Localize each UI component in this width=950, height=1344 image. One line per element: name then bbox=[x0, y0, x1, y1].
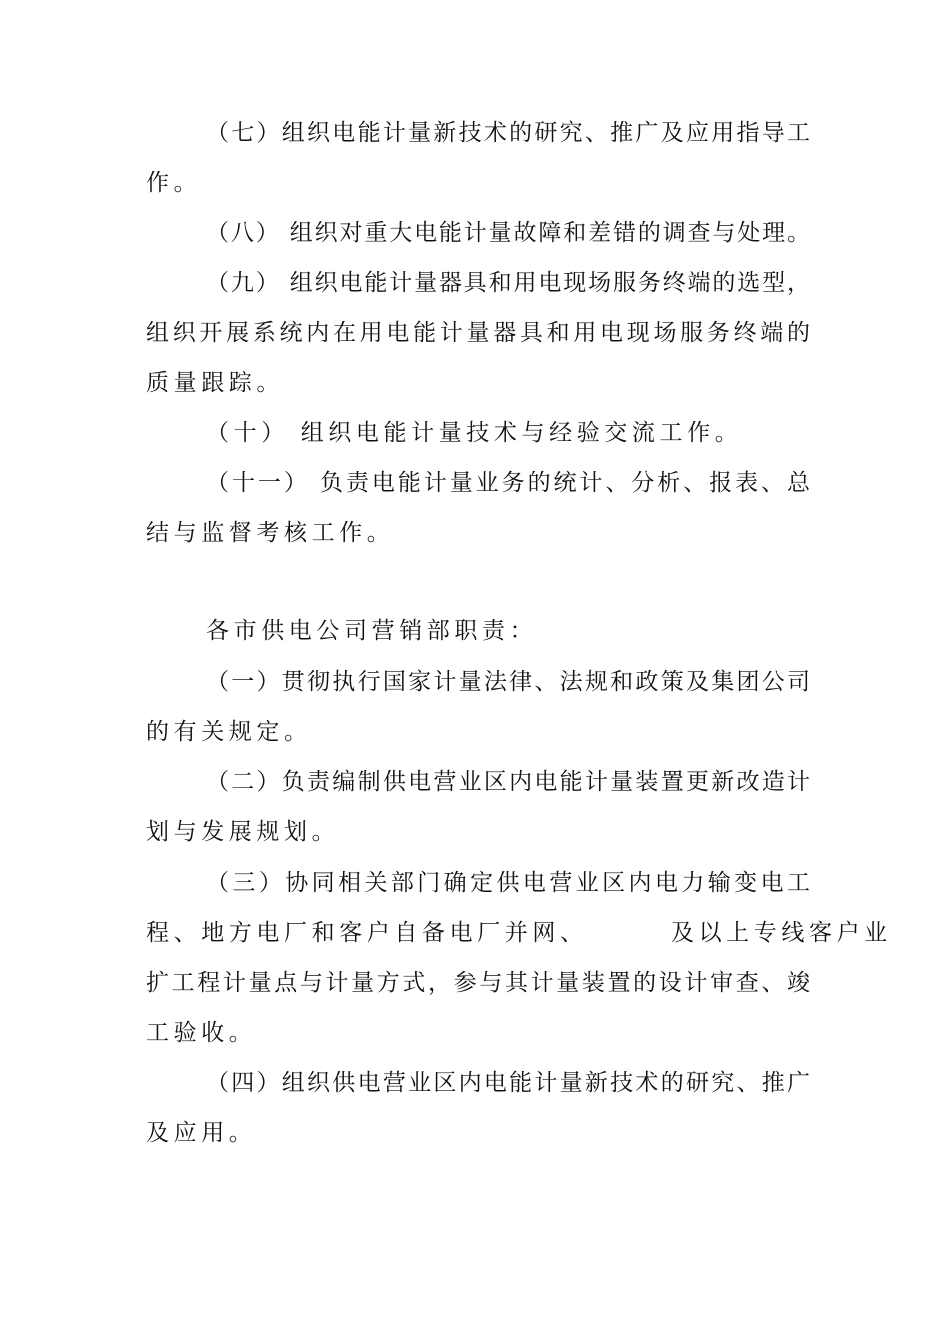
city-item-1-line-2: 的有关规定。 bbox=[146, 719, 312, 745]
city-item-2-line-1: （二）负责编制供电营业区内电能计量装置更新改造计 bbox=[206, 769, 810, 795]
city-item-3-line-4: 工验收。 bbox=[146, 1020, 257, 1046]
city-item-3-line-1: （三）协同相关部门确定供电营业区内电力输变电工 bbox=[206, 870, 810, 896]
item-10-line-1: （十） 组织电能计量技术与经验交流工作。 bbox=[206, 420, 743, 446]
item-9-line-3: 质量跟踪。 bbox=[146, 370, 284, 396]
item-7-line-2: 作。 bbox=[146, 170, 202, 196]
item-9-line-1: （九） 组织电能计量器具和用电现场服务终端的选型， bbox=[206, 270, 810, 296]
item-11-line-1: （十一） 负责电能计量业务的统计、分析、报表、总 bbox=[206, 470, 810, 496]
city-item-4-line-1: （四）组织供电营业区内电能计量新技术的研究、推广 bbox=[206, 1070, 810, 1096]
city-item-2-line-2: 划与发展规划。 bbox=[146, 819, 340, 845]
section-heading: 各市供电公司营销部职责： bbox=[206, 618, 538, 644]
city-item-1-line-1: （一）贯彻执行国家计量法律、法规和政策及集团公司 bbox=[206, 669, 810, 695]
item-8-line-1: （八） 组织对重大电能计量故障和差错的调查与处理。 bbox=[206, 220, 810, 246]
city-item-4-line-2: 及应用。 bbox=[146, 1120, 257, 1146]
item-11-line-2: 结与监督考核工作。 bbox=[146, 520, 395, 546]
item-7-line-1: （七）组织电能计量新技术的研究、推广及应用指导工 bbox=[206, 120, 810, 146]
city-item-3-line-3: 扩工程计量点与计量方式，参与其计量装置的设计审查、竣 bbox=[146, 970, 810, 996]
city-item-3-line-2: 程、地方电厂和客户自备电厂并网、 及以上专线客户业 bbox=[146, 920, 892, 946]
item-9-line-2: 组织开展系统内在用电能计量器具和用电现场服务终端的 bbox=[146, 320, 810, 346]
